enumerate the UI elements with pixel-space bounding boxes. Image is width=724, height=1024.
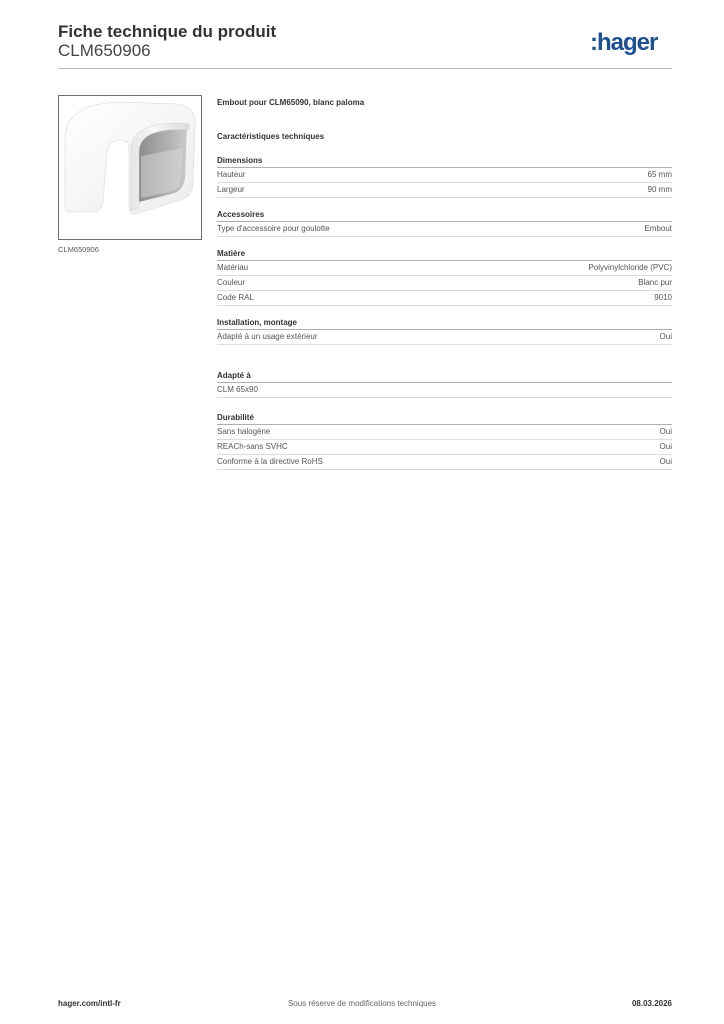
row-value: Oui xyxy=(659,332,672,341)
table-row xyxy=(217,222,672,237)
table-row xyxy=(217,168,672,183)
spec-content xyxy=(217,97,672,470)
row-value: Embout xyxy=(644,224,672,233)
table-row xyxy=(217,455,672,470)
product-image xyxy=(59,96,203,241)
section-adapte xyxy=(217,369,672,398)
section-installation xyxy=(217,316,672,345)
row-label: Hauteur xyxy=(217,170,246,179)
section-title: Accessoires xyxy=(217,208,672,222)
hager-logo-text: :hager xyxy=(590,29,658,56)
row-label: Matériau xyxy=(217,263,249,272)
row-value: Oui xyxy=(659,457,672,466)
footer-website: hager.com/intl-fr xyxy=(58,999,121,1008)
table-row xyxy=(217,276,672,291)
product-image-frame xyxy=(58,95,202,240)
row-value: 9010 xyxy=(654,293,672,302)
table-row xyxy=(217,383,672,398)
table-row xyxy=(217,425,672,440)
row-label: CLM 65x90 xyxy=(217,385,258,394)
section-dimensions xyxy=(217,154,672,198)
row-label: Conforme à la directive RoHS xyxy=(217,457,323,466)
row-value: 90 mm xyxy=(647,185,672,194)
product-image-caption: CLM650906 xyxy=(58,245,99,254)
row-value: Oui xyxy=(659,427,672,436)
section-title: Installation, montage xyxy=(217,316,672,330)
section-title: Adapté à xyxy=(217,369,672,383)
table-row xyxy=(217,440,672,455)
row-label: REACh-sans SVHC xyxy=(217,442,288,451)
row-label: Adapté à un usage extérieur xyxy=(217,332,318,341)
product-reference: CLM650906 xyxy=(58,41,151,60)
table-row xyxy=(217,291,672,306)
section-title: Durabilité xyxy=(217,411,672,425)
section-accessoires xyxy=(217,208,672,237)
row-label: Type d'accessoire pour goulotte xyxy=(217,224,330,233)
section-matiere xyxy=(217,247,672,306)
row-value: Polyvinylchloride (PVC) xyxy=(588,263,672,272)
row-value: 65 mm xyxy=(647,170,672,179)
specs-heading: Caractéristiques techniques xyxy=(217,132,325,141)
document-title: Fiche technique du produit xyxy=(58,22,277,41)
row-label: Largeur xyxy=(217,185,245,194)
table-row xyxy=(217,261,672,276)
product-name: Embout pour CLM65090, blanc paloma xyxy=(217,98,365,107)
section-durabilite xyxy=(217,411,672,470)
header-divider xyxy=(58,68,672,69)
row-value: Oui xyxy=(659,442,672,451)
footer-disclaimer: Sous réserve de modifications techniques xyxy=(287,999,437,1008)
row-label: Sans halogène xyxy=(217,427,271,436)
table-row xyxy=(217,183,672,198)
row-label: Code RAL xyxy=(217,293,254,302)
hager-logo xyxy=(590,29,678,57)
table-row xyxy=(217,330,672,345)
row-label: Couleur xyxy=(217,278,246,287)
footer-date: 08.03.2026 xyxy=(631,999,672,1008)
section-title: Matière xyxy=(217,247,672,261)
section-title: Dimensions xyxy=(217,154,672,168)
row-value: Blanc pur xyxy=(638,278,672,287)
